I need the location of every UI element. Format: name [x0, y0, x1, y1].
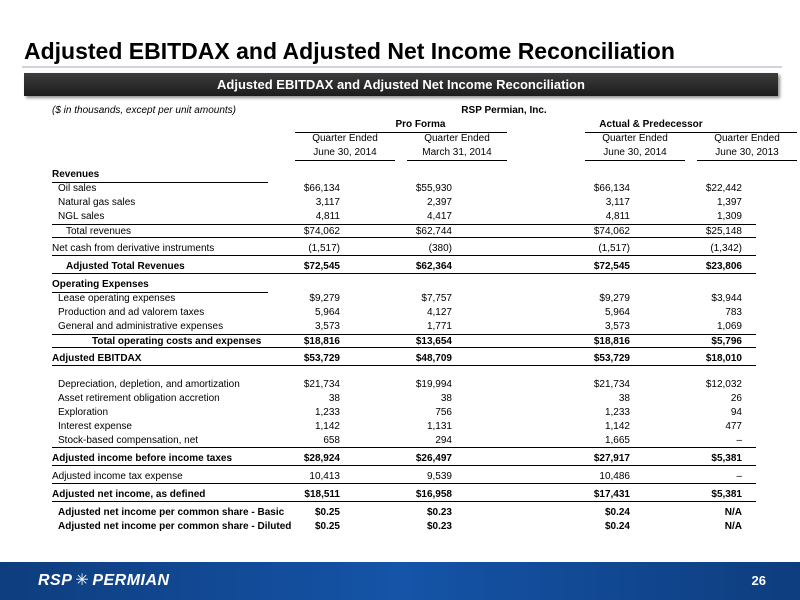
- cell: N/A: [724, 521, 742, 532]
- group-actual-predecessor: Actual & Predecessor: [599, 119, 703, 130]
- page-title: Adjusted EBITDAX and Adjusted Net Income Reconciliation: [24, 38, 675, 64]
- cell: $25,148: [705, 226, 742, 237]
- cell: $0.24: [604, 507, 630, 518]
- cell: $53,729: [593, 353, 630, 364]
- table-row: [52, 320, 756, 334]
- cell: 4,811: [605, 211, 630, 222]
- cell: $5,381: [711, 453, 742, 464]
- cell: $28,924: [303, 453, 340, 464]
- cell: 10,413: [309, 471, 340, 482]
- cell: $5,381: [711, 489, 742, 500]
- company-logo: [38, 562, 170, 600]
- cell: 5,964: [604, 307, 630, 318]
- cell: $72,545: [593, 261, 630, 272]
- cell: (380): [428, 243, 452, 254]
- row-label: Adjusted income tax expense: [52, 471, 183, 482]
- cell: 1,131: [426, 421, 452, 432]
- table-row-total: [52, 452, 756, 466]
- row-label: Adjusted net income, as defined: [52, 489, 206, 500]
- row-label: Total revenues: [66, 226, 132, 237]
- cell: $62,364: [415, 261, 452, 272]
- row-label: Adjusted Total Revenues: [66, 261, 185, 272]
- cell: (1,517): [308, 243, 340, 254]
- cell: $21,734: [303, 379, 340, 390]
- cell: $55,930: [415, 183, 452, 194]
- col-header: Quarter Ended: [312, 133, 378, 144]
- table-header-col-row-1: [52, 132, 780, 146]
- table-header-group-row: [52, 118, 756, 132]
- cell: (1,342): [710, 243, 742, 254]
- table-row: [52, 182, 756, 196]
- cell: 3,573: [604, 321, 630, 332]
- cell: 658: [323, 435, 340, 446]
- col-underline: [697, 160, 797, 161]
- col-header-date: March 31, 2014: [422, 147, 492, 158]
- row-label: General and administrative expenses: [58, 321, 224, 332]
- col-underline: [407, 160, 507, 161]
- cell: $9,279: [599, 293, 630, 304]
- page-number: 26: [751, 573, 766, 588]
- title-divider: [22, 66, 782, 68]
- cell: 1,397: [716, 197, 742, 208]
- cell: $18,511: [304, 489, 340, 500]
- cell: 477: [725, 421, 742, 432]
- table-row: [52, 196, 756, 210]
- row-label: Adjusted EBITDAX: [52, 353, 142, 364]
- row-label: Exploration: [58, 407, 109, 418]
- cell: 1,142: [604, 421, 630, 432]
- table-row: [52, 420, 756, 434]
- cell: 4,417: [426, 211, 452, 222]
- section-operating-expenses: [52, 278, 756, 292]
- table-row-total: [52, 334, 756, 348]
- table-row: [52, 210, 756, 224]
- cell: 1,665: [604, 435, 630, 446]
- table-row: [52, 392, 756, 406]
- cell: $22,442: [705, 183, 742, 194]
- table-row-eps: [52, 506, 756, 520]
- cell: $26,497: [415, 453, 452, 464]
- cell: 4,127: [426, 307, 452, 318]
- cell: $48,709: [415, 353, 452, 364]
- col-header-date: June 30, 2014: [313, 147, 377, 158]
- cell: 38: [618, 393, 630, 404]
- row-label: Lease operating expenses: [58, 293, 176, 304]
- cell: $18,816: [303, 336, 340, 347]
- cell: $3,944: [711, 293, 742, 304]
- cell: 5,964: [314, 307, 340, 318]
- row-label: Adjusted net income per common share - Diluted: [58, 521, 292, 532]
- cell: (1,517): [598, 243, 630, 254]
- cell: $21,734: [593, 379, 630, 390]
- row-label: Depreciation, depletion, and amortization: [58, 379, 240, 390]
- row-label: Natural gas sales: [58, 197, 136, 208]
- cell: 10,486: [599, 471, 630, 482]
- cell: 294: [435, 435, 452, 446]
- col-header: Quarter Ended: [714, 133, 780, 144]
- cell: $0.25: [314, 521, 340, 532]
- table-header-entity-row: [52, 104, 756, 118]
- cell: –: [736, 471, 742, 482]
- cell: 26: [730, 393, 742, 404]
- table-row: [52, 470, 756, 484]
- cell: 2,397: [426, 197, 452, 208]
- cell: $53,729: [303, 353, 340, 364]
- section-label: Revenues: [52, 169, 100, 180]
- section-revenues: [52, 168, 756, 182]
- table-row: [52, 306, 756, 320]
- cell: $18,816: [593, 336, 630, 347]
- col-header: Quarter Ended: [602, 133, 668, 144]
- table-header-col-row-2: [52, 146, 779, 160]
- cell: 3,573: [314, 321, 340, 332]
- col-header: Quarter Ended: [424, 133, 490, 144]
- cell: $74,062: [303, 226, 340, 237]
- cell: $27,917: [593, 453, 630, 464]
- cell: $0.24: [604, 521, 630, 532]
- table-row: [52, 434, 756, 448]
- logo-mark-icon: ✳: [75, 572, 90, 589]
- row-label: Net cash from derivative instruments: [52, 243, 215, 254]
- col-header-date: June 30, 2014: [603, 147, 667, 158]
- table-row: [52, 378, 756, 392]
- cell: 1,233: [314, 407, 340, 418]
- logo-text-left: RSP: [38, 572, 73, 589]
- col-header-date: June 30, 2013: [715, 147, 779, 158]
- cell: N/A: [724, 507, 742, 518]
- row-label: Oil sales: [58, 183, 97, 194]
- cell: $72,545: [303, 261, 340, 272]
- row-label: Adjusted income before income taxes: [52, 453, 233, 464]
- table-row-total: [52, 352, 756, 366]
- cell: $0.25: [314, 507, 340, 518]
- cell: 38: [328, 393, 340, 404]
- section-label: Operating Expenses: [52, 279, 149, 290]
- row-label: NGL sales: [58, 211, 105, 222]
- row-label: Interest expense: [58, 421, 132, 432]
- cell: 1,771: [426, 321, 452, 332]
- cell: $74,062: [593, 226, 630, 237]
- table-row: [52, 292, 756, 306]
- cell: 1,309: [716, 211, 742, 222]
- reconciliation-table: [52, 104, 780, 534]
- col-underline: [295, 160, 395, 161]
- cell: –: [736, 435, 742, 446]
- table-row-eps: [52, 520, 756, 534]
- cell: $18,010: [705, 353, 742, 364]
- col-underline: [585, 160, 685, 161]
- cell: 1,069: [716, 321, 742, 332]
- table-banner: Adjusted EBITDAX and Adjusted Net Income Reconciliation: [24, 73, 778, 96]
- entity-name: RSP Permian, Inc.: [461, 105, 547, 116]
- table-row-total: [52, 488, 756, 502]
- cell: $66,134: [593, 183, 630, 194]
- cell: $16,958: [415, 489, 452, 500]
- cell: $12,032: [705, 379, 742, 390]
- cell: 1,142: [314, 421, 340, 432]
- cell: 38: [440, 393, 452, 404]
- footer-bar: [0, 562, 800, 600]
- row-label: Production and ad valorem taxes: [58, 307, 205, 318]
- cell: $9,279: [309, 293, 340, 304]
- cell: 783: [725, 307, 742, 318]
- cell: 94: [730, 407, 742, 418]
- cell: 3,117: [315, 197, 340, 208]
- row-label: Stock-based compensation, net: [58, 435, 199, 446]
- table-row-total: [52, 260, 756, 274]
- units-note: ($ in thousands, except per unit amounts): [52, 105, 236, 116]
- group-pro-forma: Pro Forma: [395, 119, 446, 130]
- table-row: [52, 406, 756, 420]
- cell: 3,117: [605, 197, 630, 208]
- cell: $19,994: [415, 379, 452, 390]
- cell: $17,431: [593, 489, 630, 500]
- cell: $66,134: [303, 183, 340, 194]
- cell: $13,654: [415, 336, 452, 347]
- row-label: Asset retirement obligation accretion: [58, 393, 220, 404]
- cell: $0.23: [426, 507, 452, 518]
- cell: $62,744: [415, 226, 452, 237]
- cell: 1,233: [604, 407, 630, 418]
- cell: 756: [435, 407, 452, 418]
- cell: 9,539: [426, 471, 452, 482]
- logo-text-right: PERMIAN: [92, 572, 170, 589]
- row-label: Adjusted net income per common share - Basic: [58, 507, 285, 518]
- cell: 4,811: [315, 211, 340, 222]
- table-row-total: [52, 224, 756, 238]
- row-label: Total operating costs and expenses: [92, 336, 262, 347]
- cell: $23,806: [705, 261, 742, 272]
- table-row: [52, 242, 756, 256]
- cell: $0.23: [426, 521, 452, 532]
- cell: $5,796: [711, 336, 742, 347]
- cell: $7,757: [421, 293, 452, 304]
